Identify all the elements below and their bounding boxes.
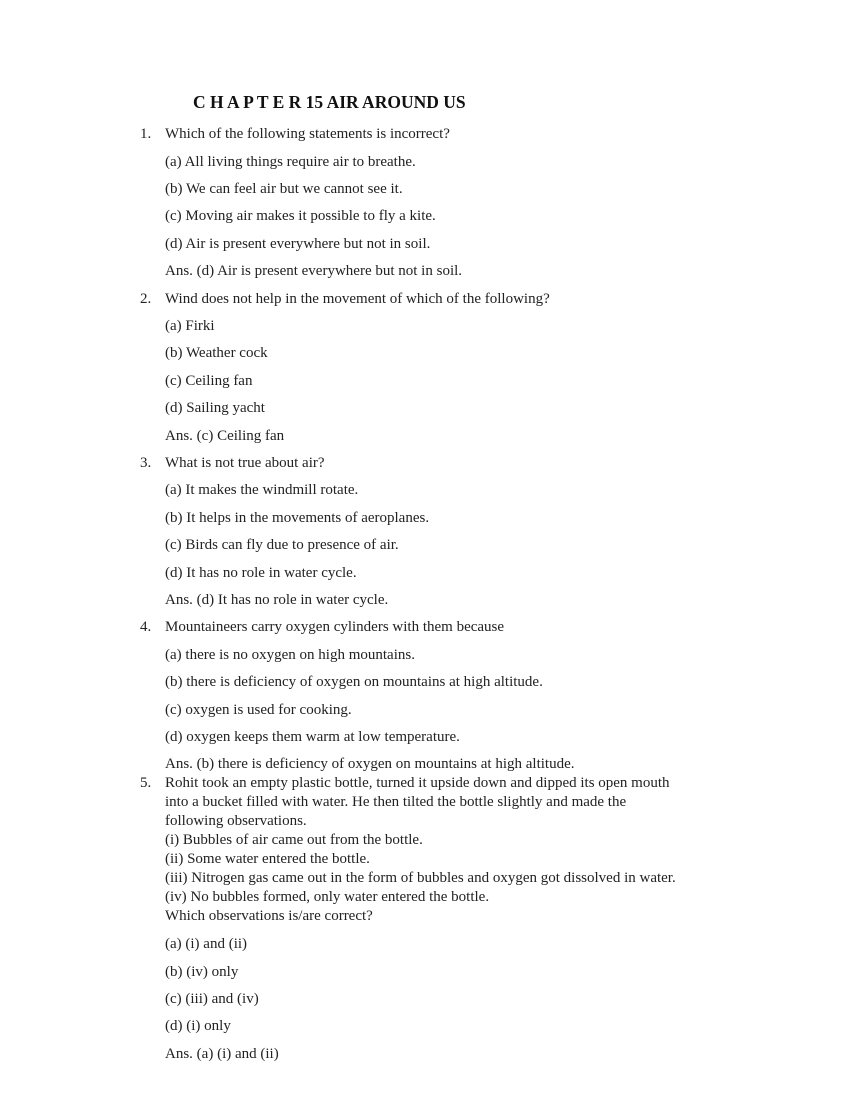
option-text: (d) Air is present everywhere but not in soil. bbox=[165, 235, 431, 252]
question-text: Mountaineers carry oxygen cylinders with them because bbox=[165, 619, 505, 636]
answer-row bbox=[0, 423, 850, 450]
option-text: (a) All living things require air to breathe. bbox=[165, 153, 416, 170]
option-text: (b) (iv) only bbox=[165, 963, 239, 980]
option-text: (a) Firki bbox=[165, 318, 215, 335]
question-text-line: (ii) Some water entered the bottle. bbox=[165, 851, 370, 868]
option-text: (c) oxygen is used for cooking. bbox=[165, 701, 352, 718]
answer-row bbox=[0, 587, 850, 614]
question-number: 3. bbox=[140, 454, 152, 471]
option-row bbox=[0, 724, 850, 751]
option-text: (d) (i) only bbox=[165, 1018, 231, 1035]
answer-row bbox=[0, 1041, 850, 1068]
question-number: 2. bbox=[140, 290, 152, 307]
option-row bbox=[0, 931, 850, 958]
chapter-title: C H A P T E R 15 AIR AROUND US bbox=[193, 92, 466, 112]
option-text: (b) Weather cock bbox=[165, 345, 268, 362]
question-row bbox=[0, 614, 850, 641]
option-text: (a) It makes the windmill rotate. bbox=[165, 482, 359, 499]
option-row bbox=[0, 313, 850, 340]
question-text-line: (i) Bubbles of air came out from the bottle. bbox=[165, 832, 423, 849]
option-row bbox=[0, 560, 850, 587]
question-list bbox=[0, 121, 850, 1068]
question-text: Which of the following statements is incorrect? bbox=[165, 126, 450, 143]
option-row bbox=[0, 1013, 850, 1040]
option-row bbox=[0, 340, 850, 367]
option-row bbox=[0, 697, 850, 724]
question-number: 4. bbox=[140, 619, 152, 636]
option-text: (c) Moving air makes it possible to fly a kite. bbox=[165, 208, 436, 225]
option-row bbox=[0, 642, 850, 669]
option-row bbox=[0, 532, 850, 559]
option-row bbox=[0, 231, 850, 258]
answer-text: Ans. (a) (i) and (ii) bbox=[165, 1045, 279, 1062]
option-row bbox=[0, 176, 850, 203]
question-text: Wind does not help in the movement of which of the following? bbox=[165, 290, 550, 307]
answer-text: Ans. (b) there is deficiency of oxygen on mountains at high altitude. bbox=[165, 756, 575, 773]
question-text-line: Rohit took an empty plastic bottle, turned it upside down and dipped its open mouth bbox=[165, 775, 670, 792]
question-text-line: (iv) No bubbles formed, only water entered the bottle. bbox=[165, 889, 490, 906]
question-row bbox=[0, 121, 850, 148]
option-row bbox=[0, 203, 850, 230]
option-text: (d) oxygen keeps them warm at low temperature. bbox=[165, 728, 460, 745]
option-row bbox=[0, 986, 850, 1013]
option-row bbox=[0, 959, 850, 986]
question-number: 1. bbox=[140, 126, 152, 143]
answer-text: Ans. (c) Ceiling fan bbox=[165, 427, 285, 444]
answer-text: Ans. (d) Air is present everywhere but not in soil. bbox=[165, 263, 463, 280]
question-text-line: into a bucket filled with water. He then tilted the bottle slightly and made the bbox=[165, 794, 627, 811]
option-row bbox=[0, 505, 850, 532]
option-row bbox=[0, 477, 850, 504]
answer-text: Ans. (d) It has no role in water cycle. bbox=[165, 591, 389, 608]
question-row bbox=[0, 450, 850, 477]
option-row bbox=[0, 368, 850, 395]
question-text-lines bbox=[165, 774, 850, 926]
question-stem-block bbox=[0, 774, 850, 926]
option-text: (c) Ceiling fan bbox=[165, 372, 253, 389]
option-text: (c) Birds can fly due to presence of air. bbox=[165, 537, 399, 554]
option-row bbox=[0, 149, 850, 176]
question-text: What is not true about air? bbox=[165, 454, 325, 471]
question-text-line: following observations. bbox=[165, 813, 307, 830]
option-text: (a) (i) and (ii) bbox=[165, 936, 248, 953]
question-text-line: (iii) Nitrogen gas came out in the form of bubbles and oxygen got dissolved in water. bbox=[165, 870, 676, 887]
option-text: (b) We can feel air but we cannot see it. bbox=[165, 181, 403, 198]
option-text: (d) Sailing yacht bbox=[165, 400, 265, 417]
option-row bbox=[0, 669, 850, 696]
question-row bbox=[0, 286, 850, 313]
question-text-line: Which observations is/are correct? bbox=[165, 908, 373, 925]
option-row bbox=[0, 395, 850, 422]
option-text: (b) there is deficiency of oxygen on mountains at high altitude. bbox=[165, 674, 543, 691]
option-text: (d) It has no role in water cycle. bbox=[165, 564, 357, 581]
option-text: (a) there is no oxygen on high mountains. bbox=[165, 646, 415, 663]
option-text: (b) It helps in the movements of aeroplanes. bbox=[165, 509, 430, 526]
option-text: (c) (iii) and (iv) bbox=[165, 991, 259, 1008]
question-number: 5. bbox=[140, 775, 152, 792]
answer-row bbox=[0, 258, 850, 285]
